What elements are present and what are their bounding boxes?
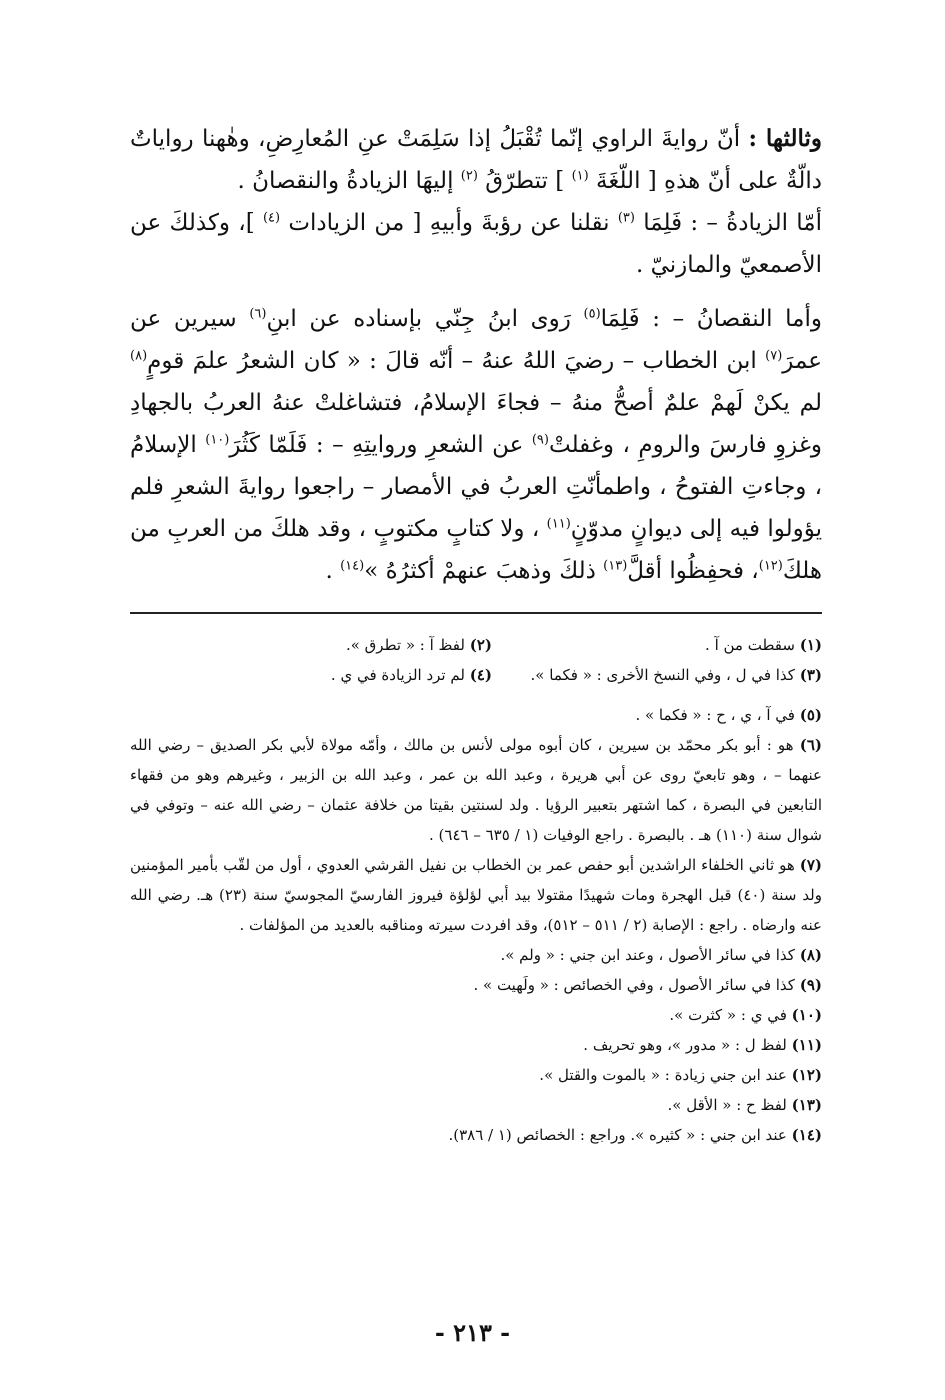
footnote-text: هو : أبو بكر محمّد بن سيرين ، كان أبوه مولى لأنس بن مالك ، وأمّه مولاة لأبي بكر الصديق – رضي الله عنهما – ، وهو تابعيّ روى عن أبي هريرة ، وعبد الله بن عمر ، وعبد الله بن الزبير ، وغيرهم وهو من فقهاء التابعين في البصرة ، كما اشتهر بتعبير الرؤيا . ولد لسنتين بقيتا من خلافة عثمان – رضي الله عنه – وتوفي في شوال سنة (١١٠) هـ . بالبصرة . راجع الوفيات (١ / ٦٣٥ – ٦٤٦) . — [130, 736, 822, 844]
footnote-number: (٧) — [799, 856, 822, 874]
footnote-number: (١٢) — [791, 1066, 822, 1084]
footnote-number: (٤) — [469, 666, 492, 684]
footnote-text: لفظ ل : « مدور »، وهو تحريف . — [583, 1036, 787, 1054]
text-run: لم يكنْ لَهمْ علمٌ أصحُّ منهُ – فجاءَ الإسلامُ، فتشاغلتْ عنهُ العربُ بالجهادِ وغزوِ فارسَ والرومِ ، وغفلتْ — [130, 390, 822, 458]
paragraph-third-argument — [130, 118, 822, 202]
footnote-number: (١٠) — [791, 1006, 822, 1024]
text-run: سيرين عن عمرَ — [130, 306, 822, 374]
footnote-10 — [130, 1000, 822, 1030]
footnote-text: في ي : « كثرت ». — [669, 1006, 787, 1024]
footnote-marker[interactable]: (٨) — [130, 348, 148, 364]
footnote-text: لفظ آ : « تطرق ». — [345, 636, 465, 654]
footnote-divider — [130, 612, 822, 614]
footnote-text: كذا في سائر الأصول ، وفي الخصائص : « ولَهيت » . — [473, 976, 795, 994]
footnote-marker[interactable]: (٦) — [249, 306, 267, 322]
footnote-marker[interactable]: (١٢) — [758, 558, 783, 574]
footnote-marker[interactable]: (٧) — [765, 348, 783, 364]
text-run: ]، وكذلكَ عن الأصمعيّ والمازنيّ . — [130, 210, 822, 278]
footnote-marker[interactable]: (١٣) — [603, 558, 628, 574]
paragraph-addition — [130, 202, 822, 286]
page-number: - ٢١٣ - — [434, 1318, 511, 1347]
footnote-text: كذا في ل ، وفي النسخ الأخرى : « فكما ». — [530, 666, 795, 684]
text-run: أنّ روايةَ الراوي إنّما تُقْبَلُ إذا سَلِمَتْ عنِ المُعارِضِ، وهٰهنا رواياتٌ دالّةٌ على أنّ هذهِ [ اللّغَةَ — [130, 126, 822, 194]
footnote-text: سقطت من آ . — [705, 636, 795, 654]
footnote-11 — [130, 1030, 822, 1060]
footnote-13 — [130, 1090, 822, 1120]
footnote-number: (١١) — [791, 1036, 822, 1054]
footnote-2 — [346, 630, 492, 660]
footnote-text: في آ ، ي ، ح : « فكما » . — [635, 706, 795, 724]
page-body — [130, 118, 822, 1150]
footnotes — [130, 630, 822, 1150]
footnote-number: (٣) — [799, 666, 822, 684]
footnote-number: (٥) — [799, 706, 822, 724]
text-run: أمّا الزيادةُ – : فَلِمَا — [634, 210, 822, 236]
footnote-5 — [130, 700, 822, 730]
text-run: ابن الخطاب – رضيَ اللهُ عنهُ – أنّه قالَ : « كان الشعرُ علمَ قومٍ — [147, 348, 766, 374]
footnote-row — [130, 660, 822, 690]
paragraph-gap — [130, 286, 822, 298]
text-run: الإسلامُ ، وجاءتِ الفتوحُ ، واطمأنّتِ العربُ في الأمصار – راجعوا روايةَ الشعرِ فلم يؤولوا فيه إلى ديوانٍ مدوّنٍ — [130, 432, 822, 542]
footnote-number: (٩) — [799, 976, 822, 994]
footnote-marker[interactable]: (١٠) — [205, 432, 230, 448]
footnote-text: لفظ ح : « الأقل ». — [667, 1096, 787, 1114]
text-run: رَوى ابنُ جِنّي بإسناده عن ابنِ — [266, 306, 584, 332]
footnote-number: (١٤) — [791, 1126, 822, 1144]
footnote-marker[interactable]: (٩) — [531, 432, 549, 448]
footnote-number: (٨) — [799, 946, 822, 964]
footnote-number: (١) — [799, 636, 822, 654]
footnote-14 — [130, 1120, 822, 1150]
footnote-marker[interactable]: (١١) — [546, 516, 571, 532]
footnote-3 — [492, 660, 822, 690]
footnote-marker[interactable]: (١٤) — [340, 558, 365, 574]
text-run: . — [325, 558, 341, 584]
text-run: ، ولا كتابٍ مكتوبٍ ، وقد هلكَ من العربِ من هلكَ — [130, 516, 822, 584]
text-run: إليهَا الزيادةُ والنقصانُ . — [237, 168, 461, 194]
paragraph-omission — [130, 298, 822, 592]
footnote-12 — [130, 1060, 822, 1090]
footnote-1 — [492, 630, 822, 660]
text-run: وأما النقصانُ – : فَلِمَا — [600, 306, 822, 332]
footnote-marker[interactable]: (٢) — [460, 168, 478, 184]
footnote-row — [130, 630, 822, 660]
text-run: ، فحفِظُوا أقلَّ — [627, 558, 759, 584]
footnote-marker[interactable]: (٣) — [617, 210, 635, 226]
footnote-number: (١٣) — [791, 1096, 822, 1114]
footnote-8 — [130, 940, 822, 970]
footnote-text: كذا في سائر الأصول ، وعند ابن جني : « ولم ». — [500, 946, 795, 964]
footnote-number: (٢) — [469, 636, 492, 654]
footnote-text: عند ابن جني : « كثيره ». وراجع : الخصائص (١ / ٣٨٦). — [448, 1126, 787, 1144]
footnote-7 — [130, 850, 822, 940]
footnote-text: عند ابن جني زيادة : « بالموت والقتل ». — [539, 1066, 787, 1084]
footnote-text: هو ثاني الخلفاء الراشدين أبو حفص عمر بن الخطاب بن نفيل القرشي العدوي ، أول من لقّب بأمير المؤمنين ولد سنة (٤٠) قبل الهجرة ومات شهيدًا مقتولا بيد أبي لؤلؤة فيروز الفارسيّ المجوسيّ سنة (٢٣) هـ. رضي الله عنه وارضاه . راجع : الإصابة (٢ / ٥١١ – ٥١٢)، وقد افردت سيرته ومناقبه بالعديد من المؤلفات . — [130, 856, 823, 934]
footnote-gap — [130, 690, 822, 700]
footnote-marker[interactable]: (١) — [571, 168, 589, 184]
footnote-4 — [331, 660, 492, 690]
footnote-number: (٦) — [799, 736, 822, 754]
footnote-marker[interactable]: (٤) — [262, 210, 281, 226]
footnote-marker[interactable]: (٥) — [583, 306, 601, 322]
paragraph-lead: وثالثها : — [748, 125, 822, 152]
footnote-6 — [130, 730, 822, 850]
text-run: ذلكَ وذهبَ عنهمْ أكثرُهُ » — [364, 558, 604, 584]
footnote-text: لم ترد الزيادة في ي . — [330, 666, 465, 684]
text-run: عن الشعرِ وروايتِهِ – : فَلَمّا كَثُرَ — [229, 432, 532, 458]
text-run: نقلنا عن رؤبةَ وأبيهِ [ من الزيادات — [280, 210, 618, 236]
footnote-9 — [130, 970, 822, 1000]
main-text — [130, 118, 822, 592]
text-run: ] تتطرّقُ — [477, 168, 572, 194]
